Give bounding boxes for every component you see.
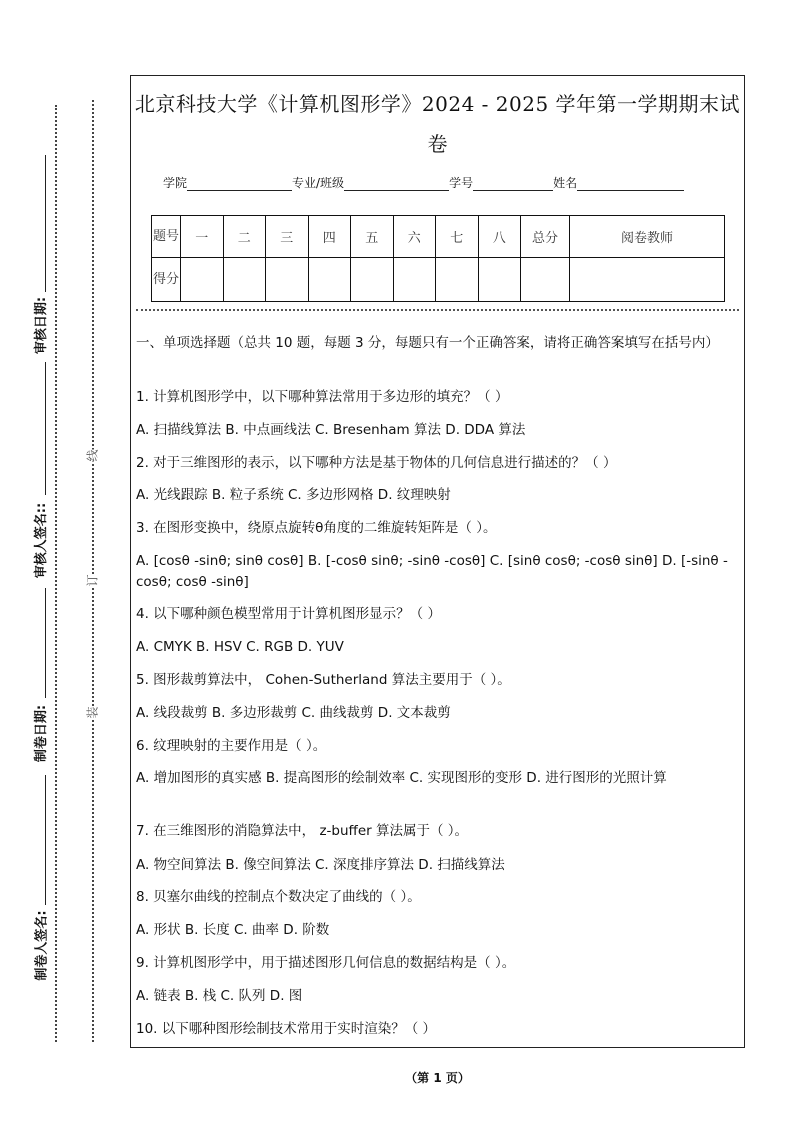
options-6: A. 增加图形的真实感 B. 提高图形的绘制效率 C. 实现图形的变形 D. 进行图形的光照计算 <box>136 770 667 786</box>
name-field[interactable] <box>577 177 684 191</box>
col-3: 三 <box>266 216 309 258</box>
row-label-question-number: 题号 <box>152 216 181 258</box>
col-grader: 阅卷教师 <box>570 216 725 258</box>
question-5: 5. 图形裁剪算法中， Cohen-Sutherland 算法主要用于（ ）。 <box>136 672 511 688</box>
col-6: 六 <box>393 216 436 258</box>
binding-dotted-line-inner <box>92 100 94 1042</box>
score-cell <box>570 258 725 302</box>
student-info-row <box>163 174 684 191</box>
options-4: A. CMYK B. HSV C. RGB D. YUV <box>136 639 344 655</box>
score-cell <box>266 258 309 302</box>
major-class-label: 专业/班级 <box>292 176 345 190</box>
exam-title: 北京科技大学《计算机图形学》2024 - 2025 学年第一学期期末试 <box>134 92 741 116</box>
page-number: （第 1 页） <box>405 1071 470 1085</box>
score-cell <box>393 258 436 302</box>
question-10: 10. 以下哪种图形绘制技术常用于实时渲染？（ ） <box>136 1021 437 1037</box>
score-table <box>151 215 725 302</box>
section-heading: 一、单项选择题（总共 10 题，每题 3 分，每题只有一个正确答案，请将正确答案填写在括号内） <box>136 335 719 351</box>
question-4: 4. 以下哪种颜色模型常用于计算机图形显示？（ ） <box>136 606 441 622</box>
student-id-field[interactable] <box>473 177 553 191</box>
major-class-field[interactable] <box>344 177 449 191</box>
col-8: 八 <box>478 216 521 258</box>
col-1: 一 <box>181 216 224 258</box>
row-label-score: 得分 <box>152 258 181 302</box>
paper-date-label: 制卷日期: <box>34 704 50 762</box>
college-label: 学院 <box>163 176 188 190</box>
cut-mark-line: 线 <box>85 449 100 462</box>
exam-title-continued: 卷 <box>427 132 448 156</box>
blank-line <box>45 362 46 495</box>
score-cell <box>478 258 521 302</box>
question-3: 3. 在图形变换中，绕原点旋转θ角度的二维旋转矩阵是（ ）。 <box>136 520 497 536</box>
college-field[interactable] <box>187 177 292 191</box>
question-1: 1. 计算机图形学中，以下哪种算法常用于多边形的填充？（ ） <box>136 389 509 405</box>
cut-mark-staple: 装 <box>85 706 100 719</box>
options-7: A. 物空间算法 B. 像空间算法 C. 深度排序算法 D. 扫描线算法 <box>136 857 505 873</box>
options-3: A. [cosθ -sinθ; sinθ cosθ] B. [-cosθ sinθ; -sinθ -cosθ] C. [sinθ cosθ; -cosθ sinθ] D. [-sinθ -cosθ; cosθ -sinθ] <box>136 553 728 590</box>
score-cell <box>181 258 224 302</box>
options-8: A. 形状 B. 长度 C. 曲率 D. 阶数 <box>136 922 330 938</box>
options-9: A. 链表 B. 栈 C. 队列 D. 图 <box>136 988 303 1004</box>
options-5: A. 线段裁剪 B. 多边形裁剪 C. 曲线裁剪 D. 文本裁剪 <box>136 705 451 721</box>
blank-line <box>45 588 46 698</box>
col-5: 五 <box>351 216 394 258</box>
dotted-separator <box>136 309 739 311</box>
blank-line <box>45 155 46 292</box>
question-8: 8. 贝塞尔曲线的控制点个数决定了曲线的（ ）。 <box>136 889 421 905</box>
cut-mark-bind: 订 <box>85 574 100 587</box>
score-cell <box>521 258 570 302</box>
score-cell <box>223 258 266 302</box>
student-id-label: 学号 <box>449 176 474 190</box>
col-2: 二 <box>223 216 266 258</box>
col-7: 七 <box>436 216 479 258</box>
score-cell <box>308 258 351 302</box>
col-4: 四 <box>308 216 351 258</box>
score-cell <box>351 258 394 302</box>
binding-dotted-line-outer <box>55 105 57 1042</box>
name-label: 姓名 <box>553 176 578 190</box>
question-2: 2. 对于三维图形的表示，以下哪种方法是基于物体的几何信息进行描述的？（ ） <box>136 455 617 471</box>
question-9: 9. 计算机图形学中，用于描述图形几何信息的数据结构是（ ）。 <box>136 955 516 971</box>
score-cell <box>436 258 479 302</box>
col-total: 总分 <box>521 216 570 258</box>
options-2: A. 光线跟踪 B. 粒子系统 C. 多边形网格 D. 纹理映射 <box>136 487 451 503</box>
question-7: 7. 在三维图形的消隐算法中， z-buffer 算法属于（ ）。 <box>136 823 469 839</box>
question-6: 6. 纹理映射的主要作用是（ ）。 <box>136 738 327 754</box>
blank-line <box>45 775 46 905</box>
paper-maker-signature-label: 制卷人签名: <box>34 909 50 981</box>
review-date-label: 审核日期: <box>34 296 50 354</box>
options-1: A. 扫描线算法 B. 中点画线法 C. Bresenham 算法 D. DDA 算法 <box>136 422 526 438</box>
reviewer-signature-label: 审核人签名:: <box>34 502 50 578</box>
